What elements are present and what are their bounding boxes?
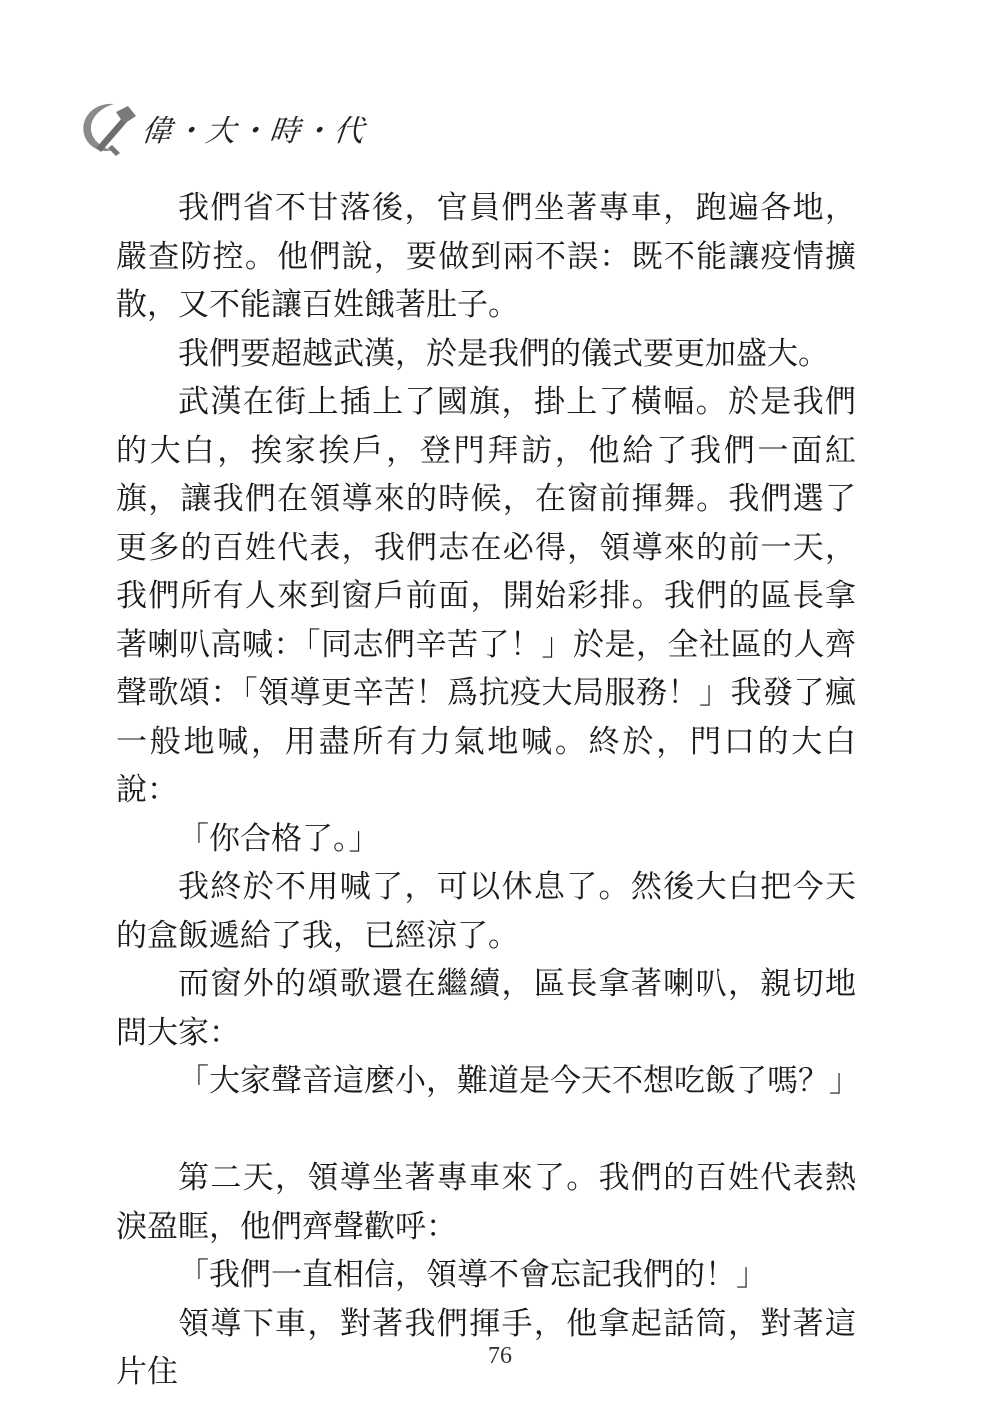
paragraph: 領導下車，對著我們揮手，他拿起話筒，對著這片住	[116, 1305, 856, 1390]
section-break	[116, 1106, 856, 1155]
paragraph: 我終於不用喊了，可以休息了。然後大白把今天的盒飯遞給了我，已經涼了。	[116, 869, 856, 954]
paragraph: 「大家聲音這麼小，難道是今天不想吃飯了嗎？」	[178, 1063, 860, 1099]
hammer-sickle-icon	[78, 98, 140, 158]
paragraph: 第二天，領導坐著專車來了。我們的百姓代表熱淚盈眶，他們齊聲歡呼：	[116, 1160, 856, 1245]
paragraph: 而窗外的頌歌還在繼續，區長拿著喇叭，親切地問大家：	[116, 966, 856, 1051]
running-title: 偉・大・時・代	[139, 114, 368, 149]
running-header	[78, 98, 366, 158]
paragraph: 「我們一直相信，領導不會忘記我們的！」	[178, 1257, 767, 1293]
paragraph: 我們要超越武漢，於是我們的儀式要更加盛大。	[178, 335, 829, 372]
paragraph: 我們省不甘落後，官員們坐著專車，跑遍各地，嚴查防控。他們說，要做到兩不誤：既不能讓疫情擴散，又不能讓百姓餓著肚子。	[116, 190, 856, 323]
paragraph: 「你合格了。」	[178, 820, 380, 857]
main-text	[116, 184, 860, 1397]
paragraph: 武漢在街上插上了國旗，掛上了橫幅。於是我們的大白，挨家挨戶，登門拜訪，他給了我們一面紅旗，讓我們在領導來的時候，在窗前揮舞。我們選了更多的百姓代表，我們志在必得，領導來的前一天，我們所有人來到窗戶前面，開始彩排。我們的區長拿著喇叭高喊：「同志們辛苦了！」於是，全社區的人齊聲歌頌：「領導更辛苦！爲抗疫大局服務！」我發了瘋一般地喊，用盡所有力氣地喊。終於，門口的大白說：	[116, 384, 856, 808]
page-number: 76	[488, 1343, 512, 1369]
